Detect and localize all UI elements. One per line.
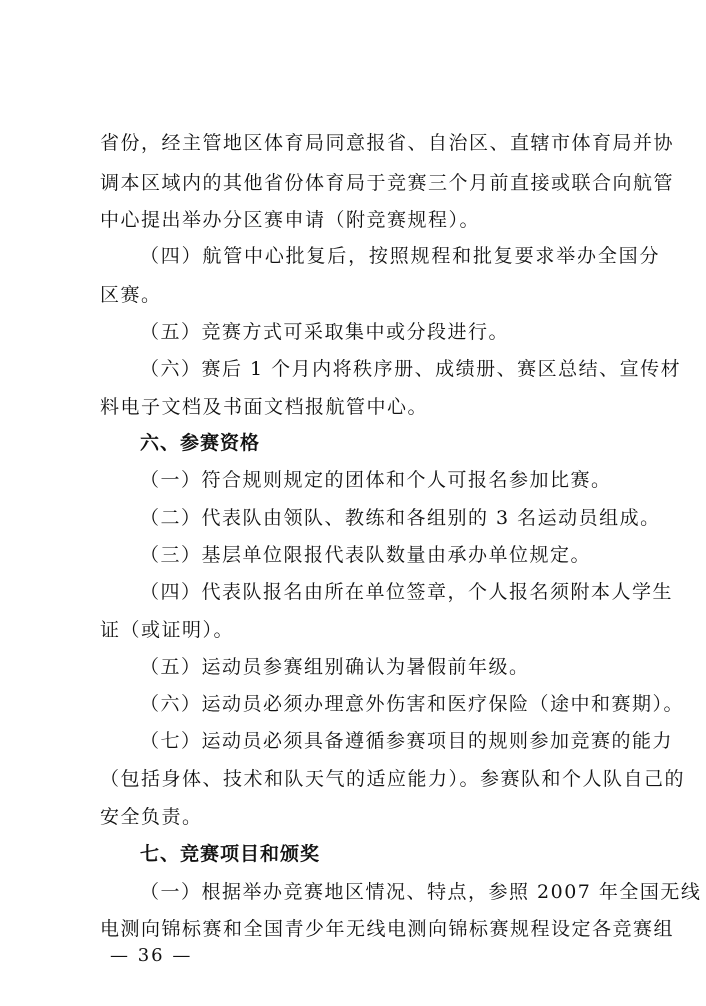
page-number: — 36 — [110, 945, 193, 966]
paragraph-line: （包括身体、技术和队天气的适应能力）。参赛队和个人队自己的 [100, 768, 686, 790]
paragraph-line: （二）代表队由领队、教练和各组别的 3 名运动员组成。 [140, 507, 661, 529]
paragraph-line: 省份，经主管地区体育局同意报省、自治区、直辖市体育局并协 [100, 132, 675, 154]
paragraph-line: 安全负责。 [100, 806, 203, 828]
paragraph-line: 区赛。 [100, 284, 162, 306]
paragraph-line: （五）竞赛方式可采取集中或分段进行。 [140, 321, 510, 343]
paragraph-line: 电测向锦标赛和全国青少年无线电测向锦标赛规程设定各竞赛组 [100, 918, 675, 940]
paragraph-line: （六）赛后 1 个月内将秩序册、成绩册、赛区总结、宣传材 [140, 358, 682, 380]
paragraph-line: （七）运动员必须具备遵循参赛项目的规则参加竞赛的能力 [140, 730, 674, 752]
paragraph-line: （五）运动员参赛组别确认为暑假前年级。 [140, 656, 530, 678]
section-heading: 七、竞赛项目和颁奖 [140, 843, 321, 865]
paragraph-line: （四）航管中心批复后，按照规程和批复要求举办全国分 [140, 245, 660, 267]
paragraph-line: 证（或证明）。 [100, 619, 235, 641]
paragraph-line: （一）根据举办竞赛地区情况、特点，参照 2007 年全国无线 [140, 881, 702, 903]
paragraph-line: 调本区域内的其他省份体育局于竞赛三个月前直接或联合向航管 [100, 172, 675, 194]
section-heading: 六、参赛资格 [140, 432, 261, 454]
paragraph-line: 料电子文档及书面文档报航管中心。 [100, 396, 429, 418]
paragraph-line: （一）符合规则规定的团体和个人可报名参加比赛。 [140, 469, 612, 491]
paragraph-line: （四）代表队报名由所在单位签章，个人报名须附本人学生 [140, 581, 674, 603]
paragraph-line: （三）基层单位限报代表队数量由承办单位规定。 [140, 544, 592, 566]
paragraph-line: （六）运动员必须办理意外伤害和医疗保险（途中和赛期）。 [140, 693, 685, 715]
paragraph-line: 中心提出举办分区赛申请（附竞赛规程）。 [100, 209, 481, 231]
